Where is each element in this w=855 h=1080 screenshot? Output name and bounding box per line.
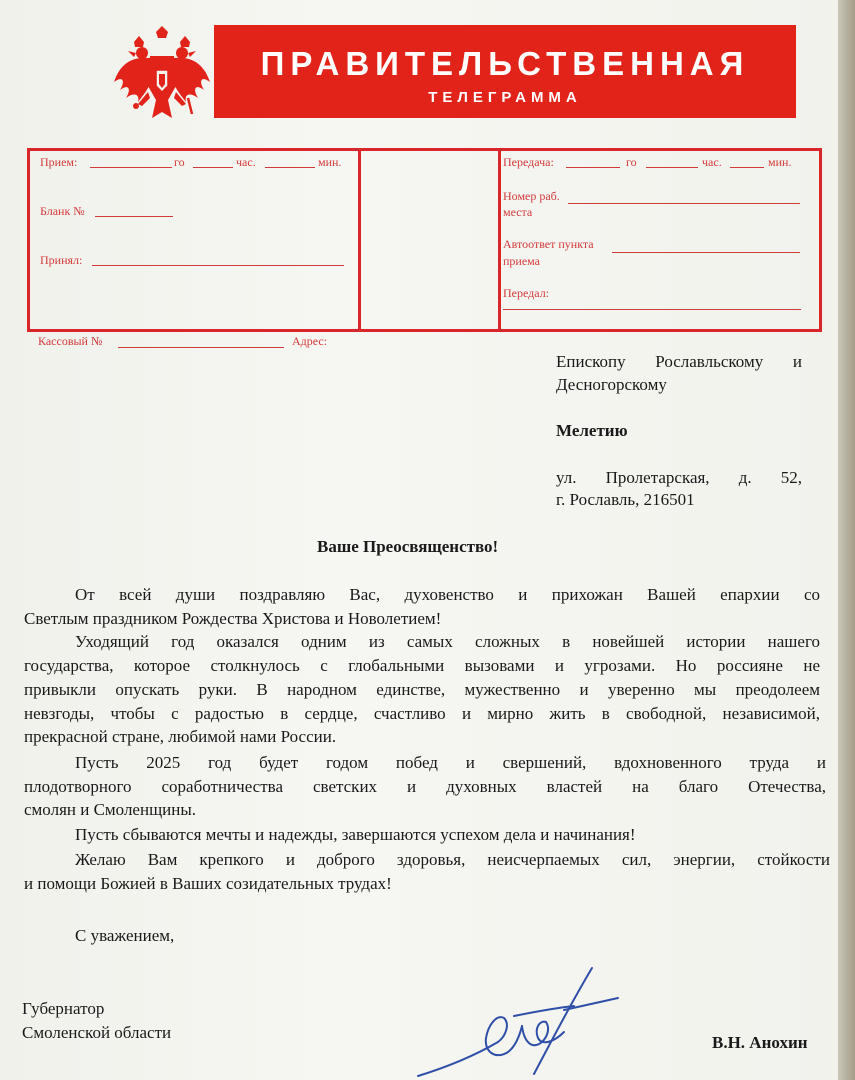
- banner-title: ПРАВИТЕЛЬСТВЕННАЯ: [260, 45, 750, 82]
- body-line: государства, которое столкнулось с глобальными вызовами и угрозами. Но россияне не: [24, 656, 820, 675]
- banner-subtitle: ТЕЛЕГРАММА: [428, 89, 582, 106]
- label-peredal: Передал:: [503, 286, 550, 300]
- recipient-line2: Десногорскому: [556, 375, 667, 394]
- line-chas: [265, 167, 315, 168]
- recipient-name: Мелетию: [556, 421, 628, 440]
- label-min: мин.: [318, 155, 342, 169]
- line-blank: [95, 216, 173, 217]
- label-go: го: [174, 155, 185, 169]
- recipient-address1: ул. Пролетарская, д. 52,: [556, 468, 802, 487]
- line-peredal: [503, 309, 801, 310]
- label-priema: приема: [503, 254, 541, 268]
- body-line: Желаю Вам крепкого и доброго здоровья, неисчерпаемых сил, энергии, стойкости: [75, 850, 830, 869]
- body-line: и помощи Божией в Ваших созидательных трудах!: [24, 874, 392, 893]
- body-line: От всей души поздравляю Вас, духовенство и прихожан Вашей епархии со: [75, 585, 820, 604]
- body-line: смолян и Смоленщины.: [24, 800, 197, 819]
- line-prinyal: [92, 265, 344, 266]
- closing: С уважением,: [75, 926, 175, 945]
- sender-title-line1: Губернатор: [22, 999, 105, 1018]
- label-adres: Адрес:: [292, 334, 328, 348]
- label-nomer-rab: Номер раб.: [503, 189, 560, 203]
- double-headed-eagle-emblem-icon: [112, 26, 212, 122]
- paper-edge: [838, 0, 855, 1080]
- body-line: Пусть 2025 год будет годом побед и свершений, вдохновенного труда и: [75, 753, 826, 772]
- telegram-banner: [214, 25, 796, 118]
- line-kassovy: [118, 347, 284, 348]
- label-avtootvet: Автоответ пункта: [503, 237, 594, 251]
- label-min-right: мин.: [768, 155, 792, 169]
- label-prinyal: Принял:: [40, 253, 83, 267]
- form-section-middle: [358, 151, 501, 329]
- line-peredacha: [566, 167, 620, 168]
- label-kassovy: Кассовый №: [38, 334, 103, 348]
- line-priem: [90, 167, 172, 168]
- line-go: [193, 167, 233, 168]
- recipient-line1: Епископу Рославльскому и: [556, 352, 802, 371]
- body-line: Пусть сбываются мечты и надежды, завершаются успехом дела и начинания!: [75, 825, 636, 844]
- form-section-reception: [30, 151, 361, 329]
- label-chas-right: час.: [702, 155, 722, 169]
- label-priem: Прием:: [40, 155, 78, 169]
- body-line: Уходящий год оказался одним из самых сложных в новейшей истории нашего: [75, 632, 820, 651]
- body-line: привыкли опускать руки. В народном единстве, мужественно и уверенно мы преодолеем: [24, 680, 820, 699]
- label-mesta: места: [503, 205, 533, 219]
- body-line: невзгоды, чтобы с радостью в сердце, счастливо и мирно жить в свободной, независимой,: [24, 704, 820, 723]
- sender-title-line2: Смоленской области: [22, 1023, 172, 1042]
- body-line: Светлым праздником Рождества Христова и Новолетием!: [24, 609, 442, 628]
- greeting: Ваше Преосвященство!: [317, 537, 499, 556]
- line-nomer-rab: [568, 203, 800, 204]
- line-go-right: [646, 167, 698, 168]
- sender-name: В.Н. Анохин: [712, 1033, 808, 1052]
- label-go-right: го: [626, 155, 637, 169]
- body-line: прекрасной стране, любимой нами России.: [24, 727, 337, 746]
- handwritten-signature: [414, 962, 624, 1080]
- line-avtootvet: [612, 252, 800, 253]
- label-chas: час.: [236, 155, 256, 169]
- line-chas-right: [730, 167, 764, 168]
- recipient-address2: г. Рославль, 216501: [556, 490, 695, 509]
- telegram-form: [27, 148, 822, 332]
- label-blank: Бланк №: [40, 204, 85, 218]
- body-line: плодотворного соработничества светских и духовных властей на благо Отечества,: [24, 777, 826, 796]
- label-peredacha: Передача:: [503, 155, 554, 169]
